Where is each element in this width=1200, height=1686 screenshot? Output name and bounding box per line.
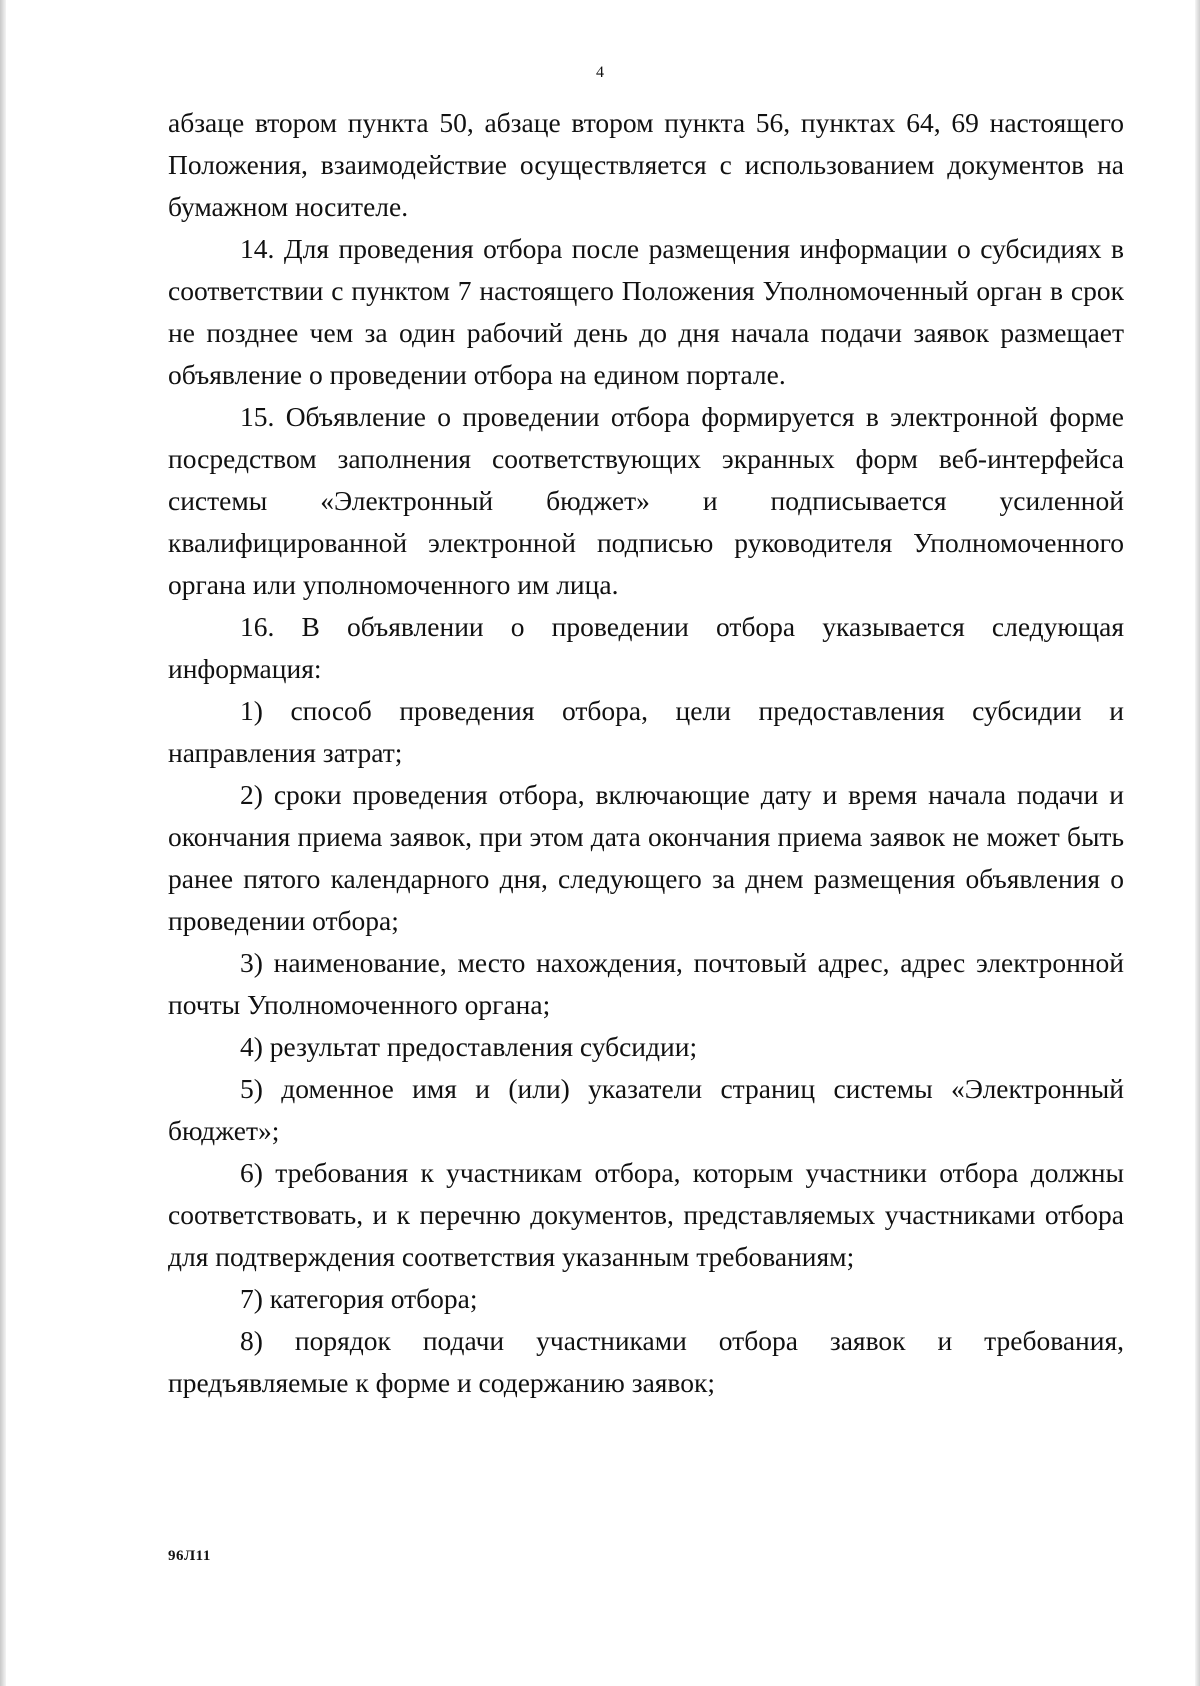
list-item-2: 2) сроки проведения отбора, включающие дату и время начала подачи и окончания приема заявок, при этом дата окончания приема заявок не может быть ранее пятого календарного дня, следующего за днем размещения объявления о проведении отбора; <box>168 779 1124 936</box>
paragraph-14: 14. Для проведения отбора после размещения информации о субсидиях в соответствии с пунктом 7 настоящего Положения Уполномоченный орган в срок не позднее чем за один рабочий день до дня начала подачи заявок размещает объявление о проведении отбора на едином портале. <box>168 233 1124 390</box>
list-item-7: 7) категория отбора; <box>240 1283 478 1314</box>
list-item-5: 5) доменное имя и (или) указатели страниц системы «Электронный бюджет»; <box>168 1073 1124 1146</box>
paragraph-continuation: абзаце втором пункта 50, абзаце втором пункта 56, пунктах 64, 69 настоящего Положения, взаимодействие осуществляется с использованием документов на бумажном носителе. <box>168 107 1124 222</box>
footer-document-code: 96Л11 <box>168 1548 211 1564</box>
scan-edge-left <box>0 0 6 1686</box>
paragraph-15: 15. Объявление о проведении отбора формируется в электронной форме посредством заполнения соответствующих экранных форм веб-интерфейса системы «Электронный бюджет» и подписывается усиленной квалифицированной электронной подписью руководителя Уполномоченного органа или уполномоченного им лица. <box>168 401 1124 600</box>
list-item-3: 3) наименование, место нахождения, почтовый адрес, адрес электронной почты Уполномоченного органа; <box>168 947 1124 1020</box>
paragraph-16: 16. В объявлении о проведении отбора указывается следующая информация: <box>168 611 1124 684</box>
list-item-6: 6) требования к участникам отбора, которым участники отбора должны соответствовать, и к перечню документов, представляемых участниками отбора для подтверждения соответствия указанным требованиям; <box>168 1157 1124 1272</box>
document-body <box>168 102 1124 1404</box>
list-item-4: 4) результат предоставления субсидии; <box>240 1031 698 1062</box>
scan-edge-right <box>1195 0 1200 1686</box>
list-item-8: 8) порядок подачи участниками отбора заявок и требования, предъявляемые к форме и содержанию заявок; <box>168 1325 1124 1398</box>
list-item-1: 1) способ проведения отбора, цели предоставления субсидии и направления затрат; <box>168 695 1124 768</box>
page-number: 4 <box>596 64 604 81</box>
